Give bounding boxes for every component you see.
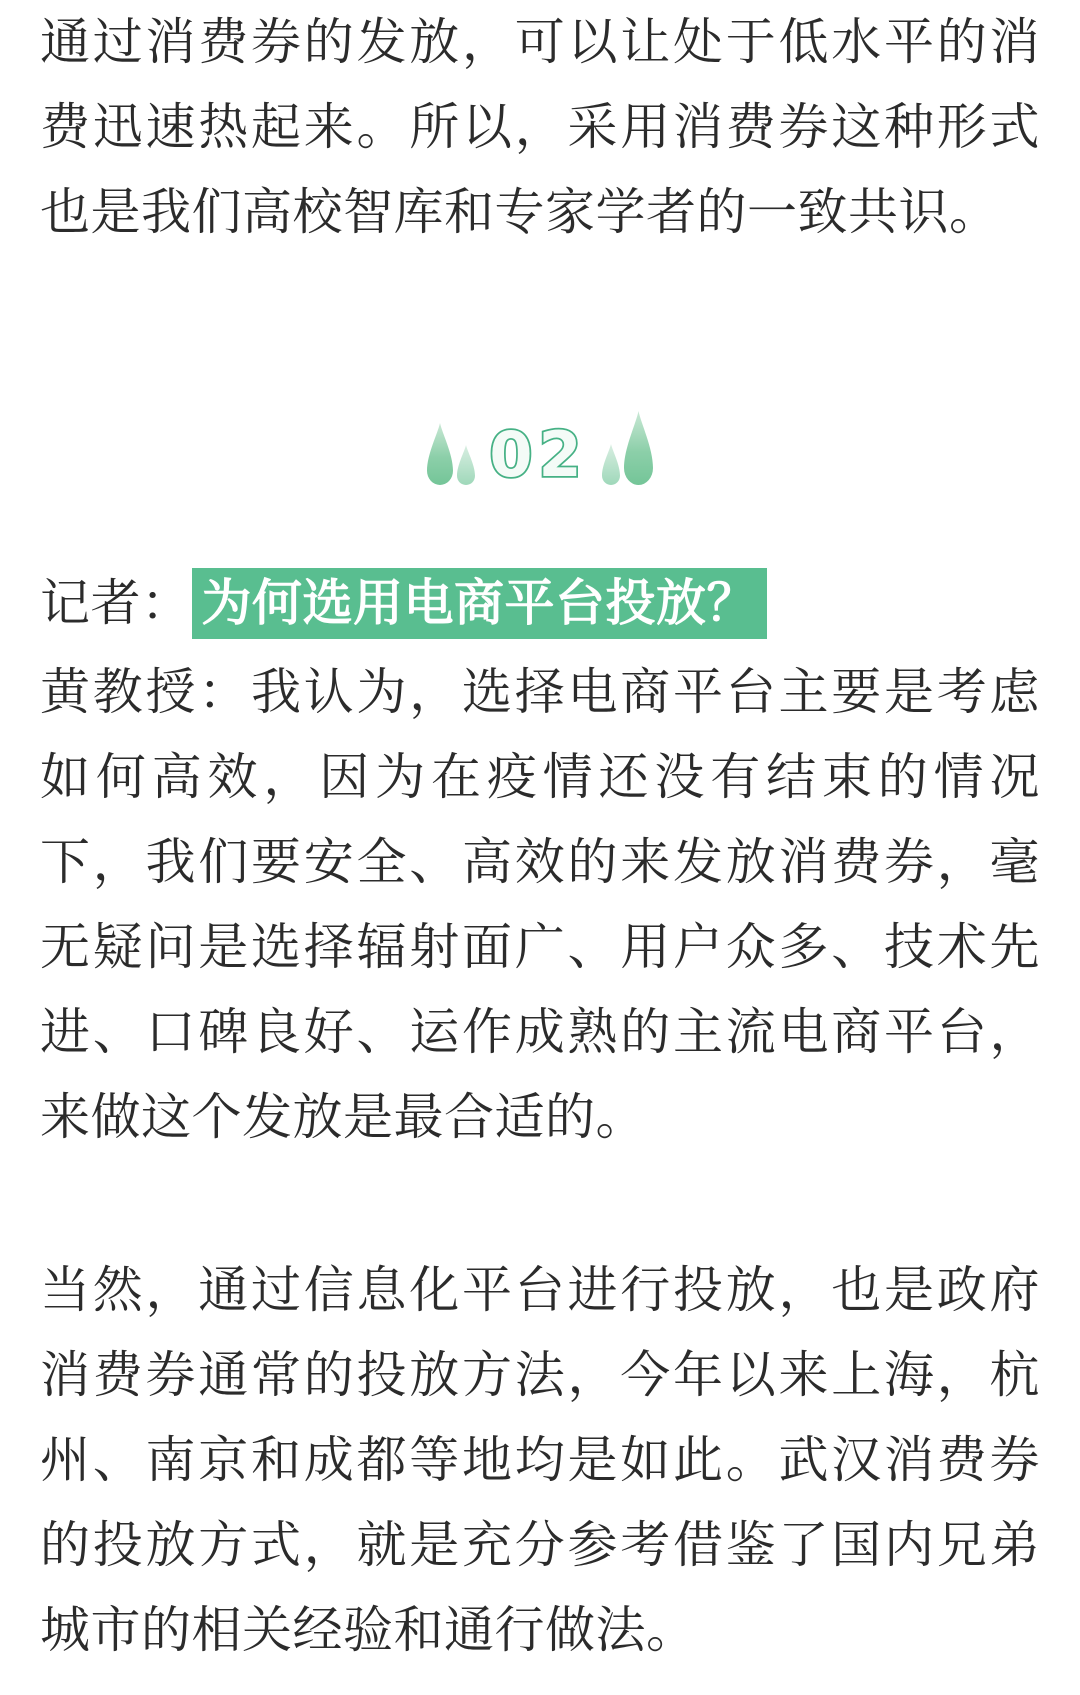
section-number: 02 [489, 418, 588, 491]
question-line [40, 561, 1040, 646]
intro-paragraph: 通过消费券的发放，可以让处于低水平的消费迅速热起来。所以，采用消费券这种形式也是我们高校智库和专家学者的一致共识。 [40, 14, 1040, 240]
reporter-label: 记者： [40, 575, 192, 631]
water-drop-icon-large-right [624, 411, 653, 485]
water-drop-icon-small-left [457, 445, 475, 485]
followup-paragraph: 当然，通过信息化平台进行投放，也是政府消费券通常的投放方法，今年以来上海，杭州、南京和成都等地均是如此。武汉消费券的投放方式，就是充分参考借鉴了国内兄弟城市的相关经验和通行做法。 [40, 1262, 1040, 1658]
water-drop-icon-large-left [427, 423, 453, 485]
answer-paragraph: 黄教授：我认为，选择电商平台主要是考虑如何高效，因为在疫情还没有结束的情况下，我们要安全、高效的来发放消费券，毫无疑问是选择辐射面广、用户众多、技术先进、口碑良好、运作成熟的主流电商平台，来做这个发放是最合适的。 [40, 664, 1040, 1145]
question-highlight: 为何选用电商平台投放？ [192, 568, 768, 639]
water-drop-icon-small-right [602, 444, 620, 485]
section-divider [40, 407, 1040, 491]
